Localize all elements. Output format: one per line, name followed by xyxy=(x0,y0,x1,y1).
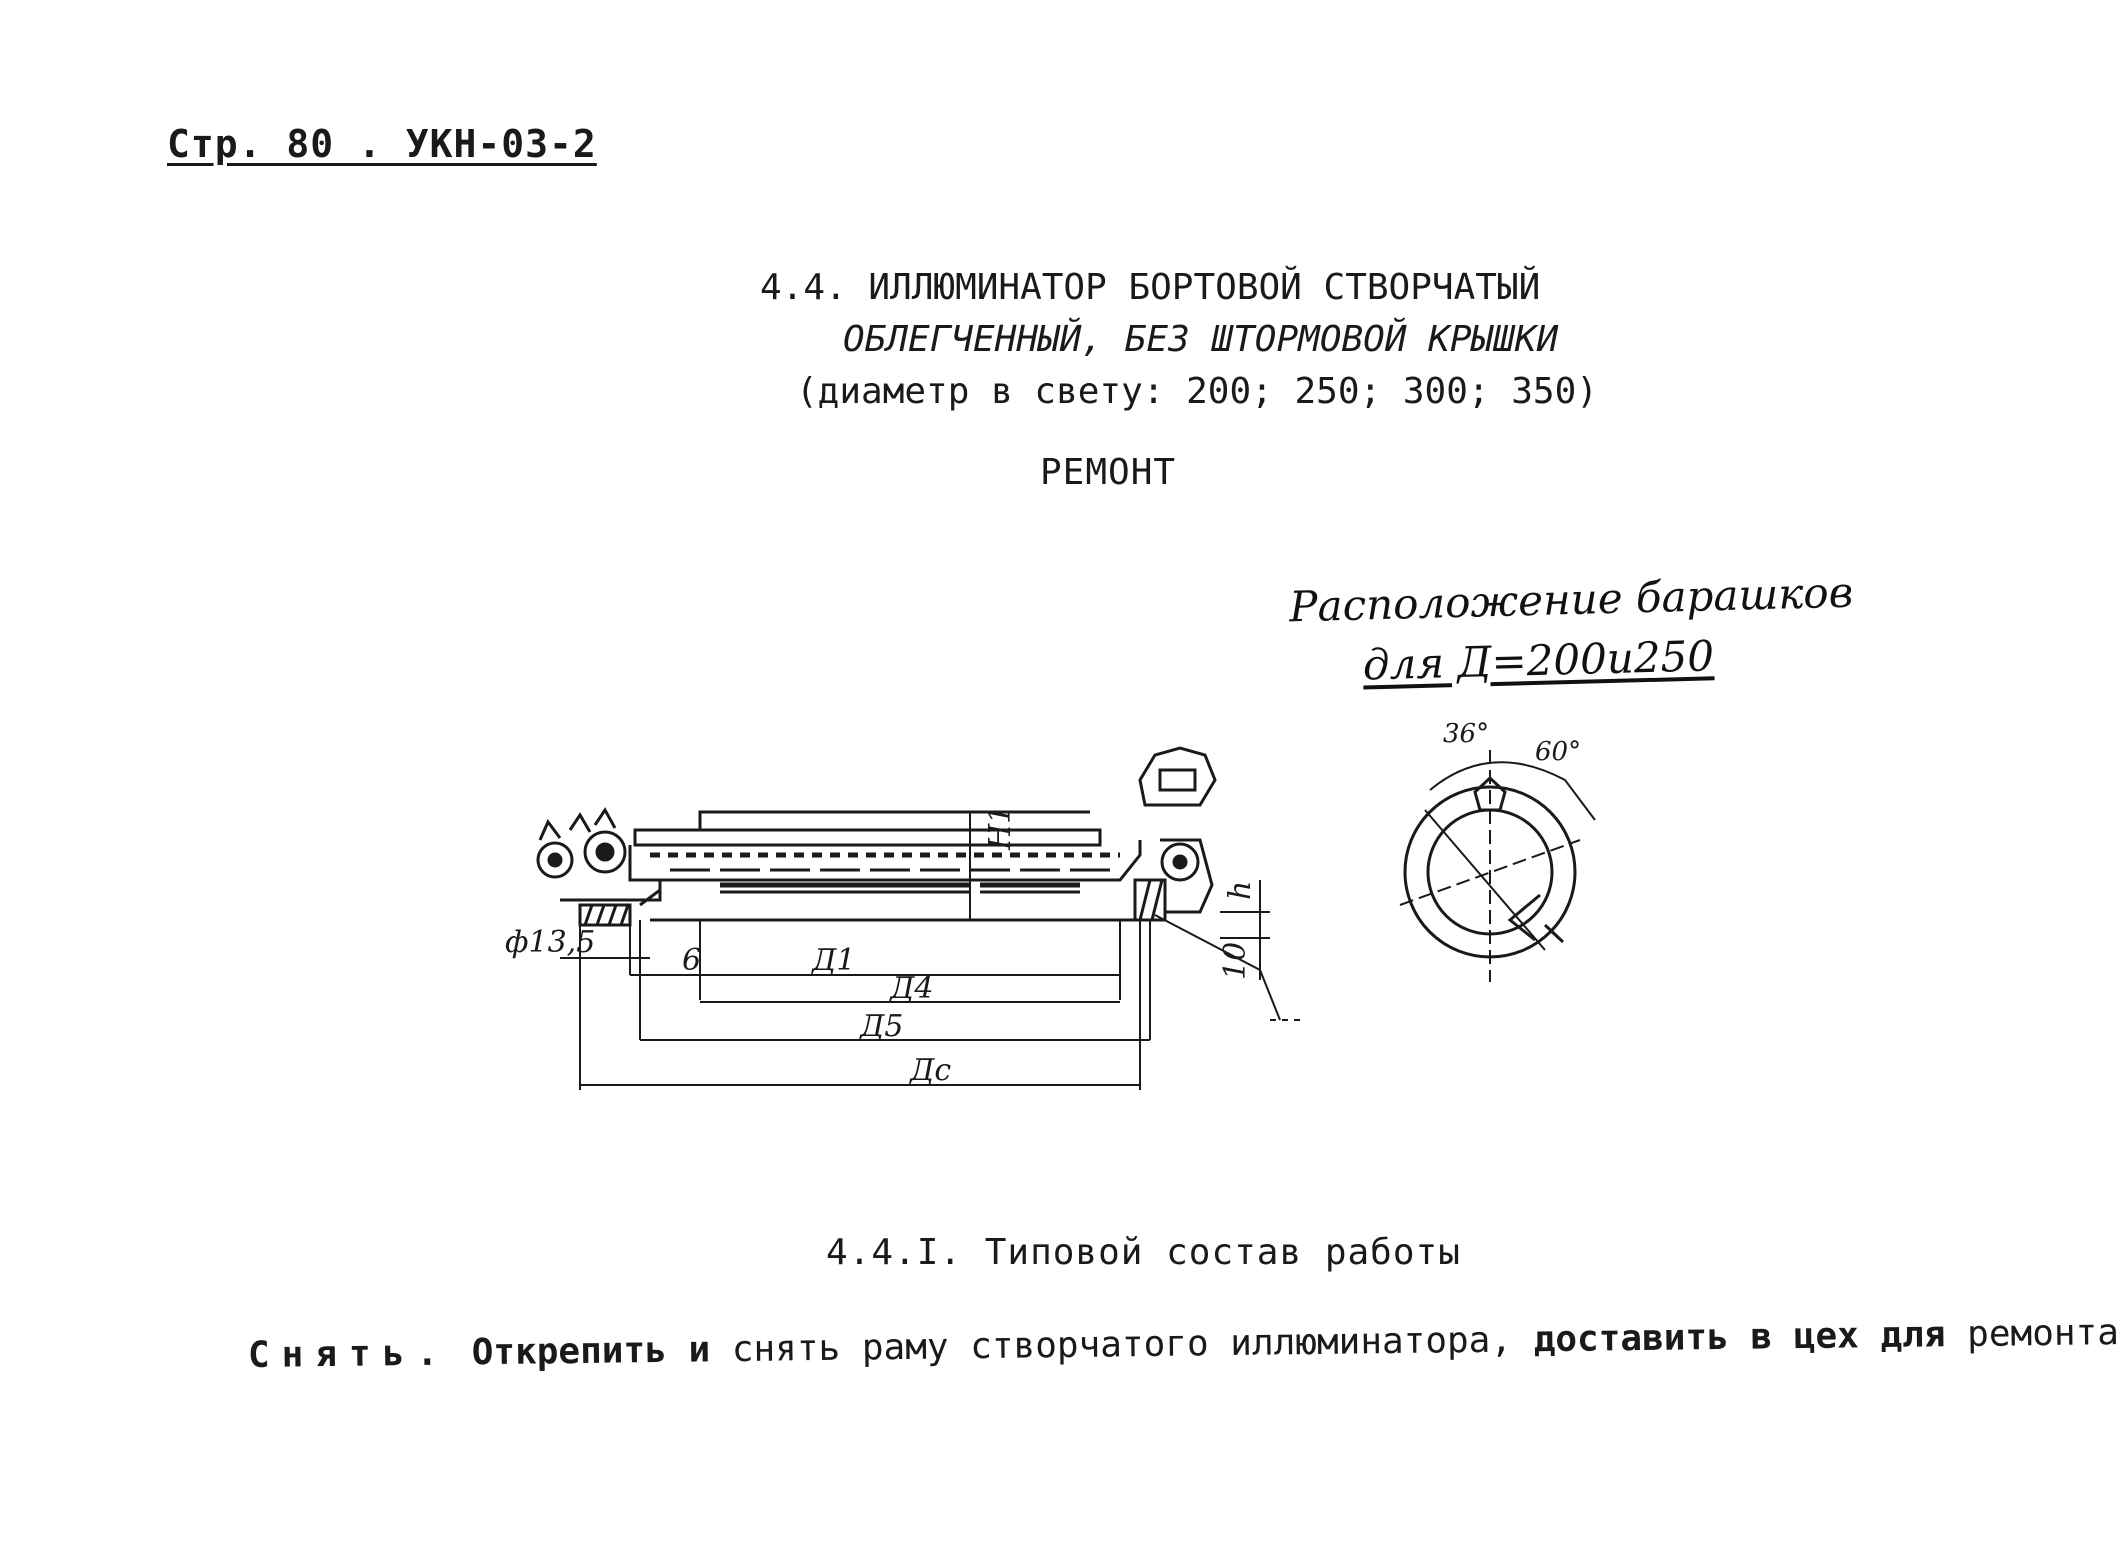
handwritten-note xyxy=(1289,563,1856,698)
work-text-2: ремонта xyxy=(1966,1312,2119,1355)
d4-label: Д4 xyxy=(890,971,934,1006)
section-view xyxy=(538,748,1215,925)
angle-36-label: 36° xyxy=(1443,719,1490,749)
h1-label: Н1 xyxy=(983,804,1018,850)
angle-60-label: 60° xyxy=(1535,737,1582,767)
repair-heading: РЕМОНТ xyxy=(1040,452,1177,493)
h-label: h xyxy=(1223,880,1258,900)
dim-6-label: 6 xyxy=(682,943,702,978)
work-verb: Снять. xyxy=(247,1332,451,1376)
phi-label: ф13,5 xyxy=(505,925,596,960)
porthole-drawing xyxy=(500,680,1600,1100)
work-text-bold-1: Открепить и xyxy=(471,1329,711,1374)
dc-label: Дс xyxy=(910,1053,952,1088)
title-line-1: 4.4. ИЛЛЮМИНАТОР БОРТОВОЙ СТВОРЧАТЫЙ xyxy=(760,267,1541,308)
handwritten-note-line-1: Расположение барашков xyxy=(1288,567,1854,632)
handwritten-note-line-2: для Д=200и250 xyxy=(1362,631,1715,690)
title-line-3: (диаметр в свету: 200; 250; 300; 350) xyxy=(796,371,1598,412)
d5-label: Д5 xyxy=(860,1009,904,1044)
page-reference: Стр. 80 . УКН-03-2 xyxy=(167,122,597,166)
wing-nut-arrangement xyxy=(1400,719,1595,982)
work-text-bold-2: доставить в цех для xyxy=(1533,1314,1946,1361)
work-text-1: снять раму створчатого иллюминатора, xyxy=(731,1319,1513,1371)
dim-10-label: 10 xyxy=(1218,941,1253,980)
section-title xyxy=(740,262,1640,418)
d1-label: Д1 xyxy=(812,943,856,978)
subsection-heading: 4.4.I. Типовой состав работы xyxy=(826,1232,1461,1273)
title-line-2: ОБЛЕГЧЕННЫЙ, БЕЗ ШТОРМОВОЙ КРЫШКИ xyxy=(843,319,1559,360)
work-description xyxy=(248,1312,2119,1376)
